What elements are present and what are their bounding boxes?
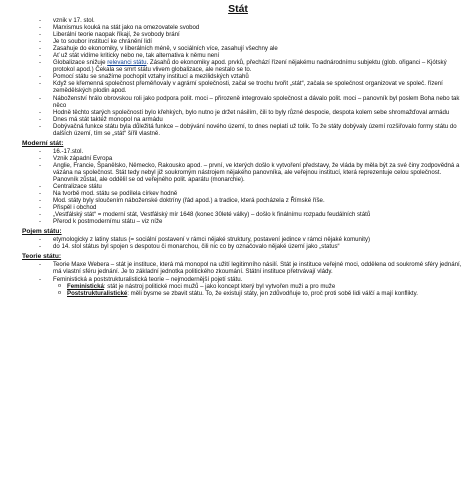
list-item: - Je to soubor institucí ke chránění lidí: [53, 38, 468, 45]
sub-list-item: [67, 283, 468, 290]
list-item: [53, 276, 468, 297]
list-item: - Na tvorbě mod. státu se podílela církev hodně: [53, 190, 468, 197]
list-item: - 16.-17.stol.: [53, 148, 468, 155]
list-item: - do 14. stol státus byl spojen s despotou či monarchou, čili nic co by označovalo nějaké území jako „status“: [53, 243, 468, 250]
item-text: Globalizace snižuje: [53, 59, 108, 67]
list-item: - Vznik západní Evropa: [53, 155, 468, 162]
list-item: - Anglie, Francie, Španělsko, Německo, Rakousko apod. – první, ve kterých došlo k vytvoření představy, že vláda by měla být za své činy zodpovědná a vázána na společnost. Stát tedy nebyl již soukromým nástrojem nějakého panovníka, ale veřejnou institucí, která reprezentuje celou společnost. Panovník zůstal, ale oddělil se od veřejného polit. aparátu (monarchie).: [53, 162, 468, 183]
list-item: - Centralizace státu: [53, 183, 468, 190]
item-text: . Zásahů do ekonomiky apod. prvků, přechází řízení nějakému nadnárodnímu subjektu (glob. ořiganci – Kjótský protokol apod.) Čekala se smrt státu vlivem globalizace, ale nestalo se to.: [53, 59, 447, 74]
list-item: - Teorie Maxe Webera – stát je instituce, která má monopol na užití legitimního násilí. Stát je instituce veřejné moci, oddělena od soukromé sféry jednání, má vlastní sféru jednání. Je to základní jednotka politického zkoumání. Státní instituce přetrvávají vlády.: [53, 261, 468, 275]
intro-list: [8, 17, 468, 137]
sub-text: : měli bysme se zbavit státu. To, že existují státy, jen zdůvodňuje to, proč proti sobě lidi válčí a mají konflikty.: [127, 289, 418, 297]
list-item: - vznik v 17. stol.: [53, 17, 468, 24]
section-heading-concept: Pojem státu:: [22, 228, 62, 236]
sub-list-item: [67, 290, 468, 297]
list-item: - Zasahuje do ekonomiky, v liberálních méně, v sociálních více, zasahují všechny ale: [53, 45, 468, 52]
concept-list: [8, 236, 468, 250]
list-item: - Hodně těchto starých společností bylo křehkých, bylo nutno je držet násilím, čili to byly různé despocie, despota kolem sebe shromažďoval armádu: [53, 109, 468, 116]
theory-list: [8, 261, 468, 296]
list-item: - Mod. státy byly sloučením náboženské doktríny (řád apod.) a tradice, která pocházela z Římské říše.: [53, 197, 468, 204]
item-text: Feministická a poststrukturalistická teorie – nejmodernější pojetí státu.: [53, 275, 243, 283]
sub-list: [53, 283, 468, 297]
list-item: - Marxismus kouká na stát jako na omezovatele svobod: [53, 24, 468, 31]
list-item: - Když se křemenná společnost přeměňovaly v agrární společnosti, začal se trochu tvořit „stát“, začala se společnost organizovat ve společ. řízení zemědělských plodin apod.: [53, 80, 468, 94]
list-item: - Pomocí státu se snažíme pochopit vztahy institucí a mezilidských vztahů: [53, 73, 468, 80]
highlighted-term: relevanci státu: [107, 59, 147, 67]
list-item: - Dobývačná funkce státu byla důležitá funkce – dobývání nového území, to dnes neplatí už tolik. To že státy dobývaly území rozšiřovalo formy státu do dalších území, tím se „stát“ šířil vlastně.: [53, 123, 468, 137]
list-item: - etymologicky z latiny status (= sociální postavení v rámci nějaké struktury, postavení jedince v rámci nějaké komunity): [53, 236, 468, 243]
list-item: [53, 59, 468, 73]
list-item: - Přispěl i obchod: [53, 204, 468, 211]
modern-list: [8, 148, 468, 226]
list-item: - Liberální teorie naopak říkají, že svobody brání: [53, 31, 468, 38]
list-item: - Náboženství hrálo obrovskou roli jako podpora polit. moci – přirozeně integrovalo společnost a dávalo polit. moci – panovník byl poslem Boha nebo tak něco: [53, 95, 468, 109]
list-item: - Přerod k postmodernímu státu – viz níže: [53, 218, 468, 225]
sub-term: Feministická: [67, 282, 104, 290]
page-title: Stát: [228, 3, 248, 15]
section-heading-theory: Teorie státu:: [22, 253, 62, 261]
section-heading-modern: Moderní stát:: [22, 139, 64, 147]
list-item: - Dnes má stát taktéž monopol na armádu: [53, 116, 468, 123]
sub-text: : stát je nástroj politické moci mužů – jako koncept který byl vytvořen muži a pro muže: [103, 282, 336, 290]
sub-term: Poststrukturalistické: [67, 289, 128, 297]
list-item: - Ať už stát vidíme kriticky nebo ne, tak alternativa k němu není: [53, 52, 468, 59]
list-item: - „Vestfálský stát“ = moderní stát, Vestfálský mír 1648 (konec 30leté války) – došlo k finálnímu rozpadu feudálních států: [53, 211, 468, 218]
